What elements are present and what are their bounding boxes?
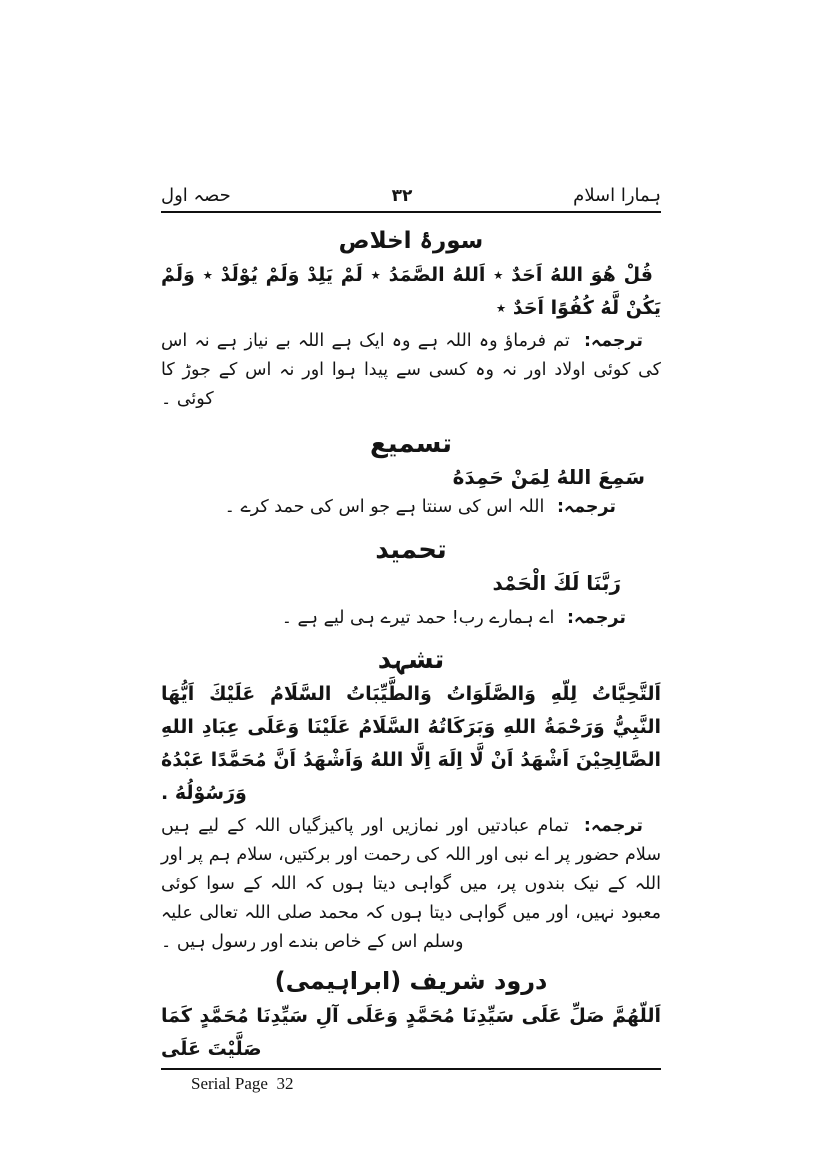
translation-label: ترجمہ: (556, 497, 616, 517)
translation-text: اللہ اس کی سنتا ہے جو اس کی حمد کرے ۔ (224, 497, 545, 517)
section-tasmee (161, 426, 661, 522)
serial-page-label: Serial Page 32 (191, 1074, 294, 1093)
header-book-title: ہمارا اسلام (573, 185, 661, 206)
tashahhud-translation (161, 812, 661, 957)
header-part-label: حصہ اول (161, 185, 231, 206)
surah-ikhlas-translation (161, 327, 661, 414)
page-content (161, 0, 661, 1095)
header-page-number: ۳۲ (391, 186, 413, 206)
translation-text: تم فرماؤ وہ اللہ ہے وہ ایک ہے اللہ بے نیاز ہے نہ اس کی کوئی اولاد اور نہ وہ کسی سے پیدا ہوا اور نہ اس کے جوڑ کا کوئی ۔ (161, 331, 661, 409)
tasmee-arabic-text: سَمِعَ اللهُ لِمَنْ حَمِدَهُ (452, 465, 645, 489)
tahmeed-arabic-text: رَبَّنَا لَكَ الْحَمْد (492, 571, 621, 595)
tahmeed-heading: تحمید (375, 535, 447, 565)
tahmeed-translation (161, 604, 661, 633)
section-tashahhud (161, 642, 661, 957)
durood-heading: درود شریف (ابراہیمی) (274, 967, 548, 995)
tasmee-heading: تسمیع (369, 429, 453, 459)
section-durood-shareef (161, 963, 661, 1066)
translation-text: اے ہمارے رب! حمد تیرے ہی لیے ہے ۔ (281, 608, 555, 628)
translation-text: تمام عبادتیں اور نمازیں اور پاکیزگیاں اللہ کے لیے ہیں سلام حضور پر اے نبی اور اللہ کی رحمت اور برکتیں، سلام ہم پر اور اللہ کے نیک بندوں پر، میں گواہی دیتا ہوں کہ اللہ کے سوا کوئی معبود نہیں، اور میں گواہی دیتا ہوں کہ محمد صلی اللہ تعالی علیہ وسلم اس کے خاص بندے اور رسول ہیں ۔ (161, 816, 661, 952)
section-tahmeed (161, 532, 661, 633)
tashahhud-arabic-text: اَلتَّحِيَّاتُ لِلّهِ وَالصَّلَوَاتُ وَالطَّيِّبَاتُ السَّلَامُ عَلَيْكَ اَيُّهَا النَّبِيُّ وَرَحْمَةُ اللهِ وَبَرَكَاتُهُ السَّلَامُ عَلَيْنَا وَعَلَى عِبَادِ اللهِ الصَّالِحِيْنَ اَشْهَدُ اَنْ لَّا اِلَهَ اِلَّا اللهُ وَاَشْهَدُ اَنَّ مُحَمَّدًا عَبْدُهُ وَرَسُوْلُهُ . (161, 683, 661, 804)
surah-title: سورۂ اخلاص (338, 228, 484, 254)
tasmee-translation (161, 493, 661, 522)
translation-label: ترجمہ: (566, 608, 626, 628)
page-header (161, 184, 661, 208)
surah-ikhlas-arabic-text: قُلْ هُوَ اللهُ اَحَدٌ ٭ اَللهُ الصَّمَدُ ٭ لَمْ يَلِدْ وَلَمْ يُوْلَدْ ٭ وَلَمْ يَكُنْ لَّهُ كُفُوًا اَحَدٌ ٭ (161, 264, 661, 319)
header-rule (161, 211, 661, 213)
translation-label: ترجمہ: (583, 816, 643, 836)
section-surah-ikhlas (161, 226, 661, 414)
durood-arabic-text: اَللّهُمَّ صَلِّ عَلَى سَيِّدِنَا مُحَمَّدٍ وَعَلَى آلِ سَيِّدِنَا مُحَمَّدٍ كَمَا صَلَّيْتَ عَلَى (161, 1005, 661, 1060)
translation-label: ترجمہ: (583, 331, 643, 351)
tashahhud-heading: تشہد (377, 645, 445, 675)
